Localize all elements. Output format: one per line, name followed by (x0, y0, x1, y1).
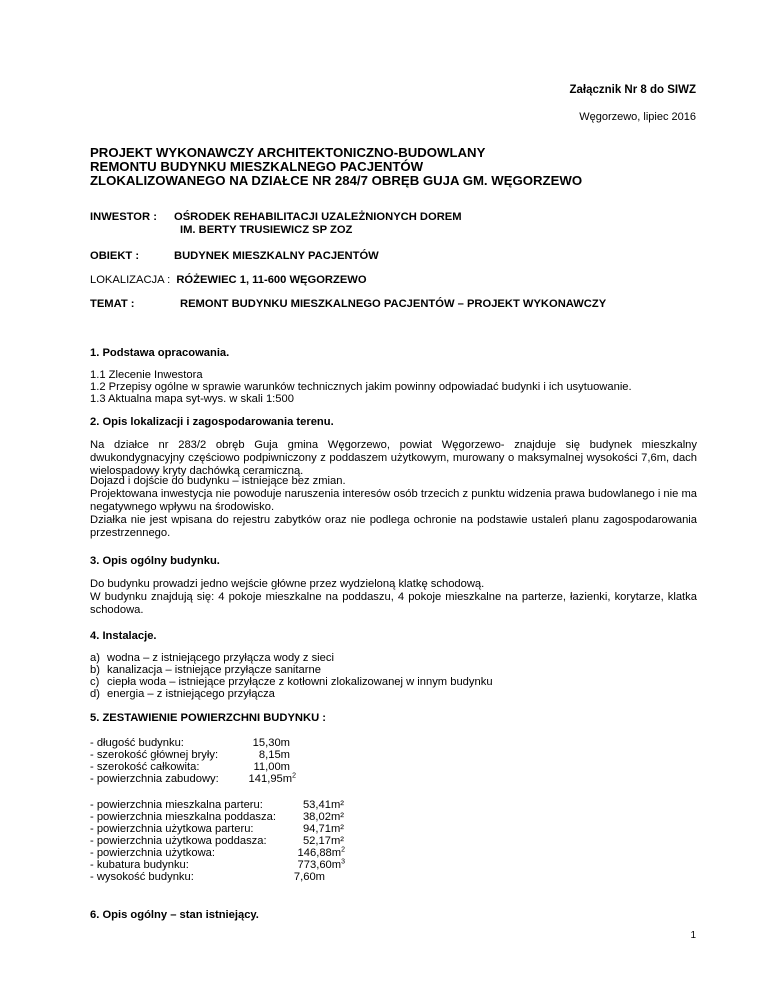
list-item: 1.1 Zlecenie Inwestora (90, 369, 203, 381)
section-2-paragraph-1: Na działce nr 283/2 obręb Guja gmina Węgorzewo, powiat Węgorzewo- znajduje się budynek mieszkalny dwukondygnacyjny częściowo podpiwniczony z poddaszem użytkowym, murowany o maksymalnej wysokości 7,6m, dach wielospadowy kryty dachówką ceramiczną. (90, 439, 697, 477)
list-text: wodna – z istniejącego przyłącza wody z sieci (107, 652, 334, 664)
section-3-heading: 3. Opis ogólny budynku. (90, 555, 220, 567)
list-text: ciepła woda – istniejące przyłącze z kotłowni zlokalizowanej w innym budynku (107, 676, 493, 688)
area-value: 38,02m² (302, 811, 344, 823)
area-label: - powierzchnia mieszkalna poddasza: (90, 811, 276, 823)
area-value: 7,60m (293, 871, 325, 883)
area-value: 94,71m² (302, 823, 344, 835)
area-label: - kubatura budynku: (90, 859, 189, 871)
location-line (90, 274, 367, 287)
area-value: 15,30m (252, 737, 290, 749)
section-3-paragraph-2: W budynku znajdują się: 4 pokoje mieszkalne na poddaszu, 4 pokoje mieszkalne na parterze, łazienki, korytarze, klatka schodowa. (90, 591, 697, 616)
section-2-paragraph-4: Działka nie jest wpisana do rejestru zabytków oraz nie podlega ochronie na podstawie ustaleń planu zagospodarowania przestrzennego. (90, 514, 697, 539)
area-label: - długość budynku: (90, 737, 184, 749)
area-label: - powierzchnia użytkowa parteru: (90, 823, 254, 835)
section-6-heading (90, 909, 259, 922)
section-3-paragraph-1: Do budynku prowadzi jedno wejście główne przez wydzieloną klatkę schodową. (90, 578, 485, 590)
section-1-heading: 1. Podstawa opracowania. (90, 347, 230, 359)
section-6-text: . Opis ogólny – stan istniejący. (96, 909, 259, 921)
area-value: $146,88m^2$ (297, 846, 345, 859)
section-6-number: 6 (90, 909, 97, 921)
area-label: - powierzchnia użytkowa poddasza: (90, 835, 267, 847)
topic-label: TEMAT : (90, 298, 135, 310)
area-label: - szerokość całkowita: (90, 761, 200, 773)
location-value: RÓŻEWIEC 1, 11-600 WĘGORZEWO (176, 274, 367, 286)
section-2-paragraph-3: Projektowana inwestycja nie powoduje naruszenia interesów osób trzecich z punktu widzenia prawa budowlanego i nie ma negatywnego wpływu na środowisko. (90, 488, 697, 513)
list-text: kanalizacja – istniejące przyłącze sanitarne (107, 664, 321, 676)
topic-value: REMONT BUDYNKU MIESZKALNEGO PACJENTÓW – PROJEKT WYKONAWCZY (180, 298, 607, 310)
list-letter: c) (90, 676, 100, 688)
area-label: - wysokość budynku: (90, 871, 194, 883)
title-line-3: ZLOKALIZOWANEGO NA DZIAŁCE NR 284/7 OBRĘB GUJA GM. WĘGORZEWO (90, 173, 583, 188)
investor-label: INWESTOR : (90, 211, 157, 223)
title-line-1: PROJEKT WYKONAWCZY ARCHITEKTONICZNO-BUDOWLANY (90, 145, 486, 160)
area-label: - powierzchnia zabudowy: (90, 773, 219, 785)
investor-value-2: IM. BERTY TRUSIEWICZ SP ZOZ (180, 224, 353, 236)
list-letter: a) (90, 652, 100, 664)
section-5-heading: 5. ZESTAWIENIE POWIERZCHNI BUDYNKU : (90, 712, 326, 724)
area-value: $773,60m^3$ (297, 858, 345, 871)
attachment-label: Załącznik Nr 8 do SIWZ (569, 84, 696, 96)
title-line-2: REMONTU BUDYNKU MIESZKALNEGO PACJENTÓW (90, 159, 424, 174)
page-number: 1 (690, 930, 696, 941)
section-2-paragraph-2: Dojazd i dojście do budynku – istniejące bez zmian. (90, 475, 346, 487)
area-label: - powierzchnia użytkowa: (90, 847, 215, 859)
area-value: 53,41m² (302, 799, 344, 811)
area-value: $141,95m^2$ (248, 772, 296, 785)
area-value: 52,17m² (302, 835, 344, 847)
investor-value-1: OŚRODEK REHABILITACJI UZALEŻNIONYCH DOREM (174, 211, 462, 223)
list-item (90, 688, 275, 701)
list-letter: b) (90, 664, 100, 676)
section-2-heading: 2. Opis lokalizacji i zagospodarowania terenu. (90, 416, 334, 428)
location-label: LOKALIZACJA (90, 274, 164, 286)
area-label: - szerokość głównej bryły: (90, 749, 219, 761)
area-label: - powierzchnia mieszkalna parteru: (90, 799, 263, 811)
object-value: BUDYNEK MIESZKALNY PACJENTÓW (174, 250, 379, 262)
area-value: 8,15m (258, 749, 290, 761)
list-item: 1.2 Przepisy ogólne w sprawie warunków technicznych jakim powinny odpowiadać budynki i ich usytuowanie. (90, 381, 632, 393)
list-item: 1.3 Aktualna mapa syt-wys. w skali 1:500 (90, 393, 294, 405)
place-date: Węgorzewo, lipiec 2016 (579, 111, 696, 123)
area-value: 11,00m (253, 761, 290, 773)
list-letter: d) (90, 688, 100, 700)
list-text: energia – z istniejącego przyłącza (107, 688, 275, 700)
location-separator: : (167, 274, 171, 286)
section-4-heading: 4. Instalacje. (90, 630, 157, 642)
object-label: OBIEKT : (90, 250, 140, 262)
